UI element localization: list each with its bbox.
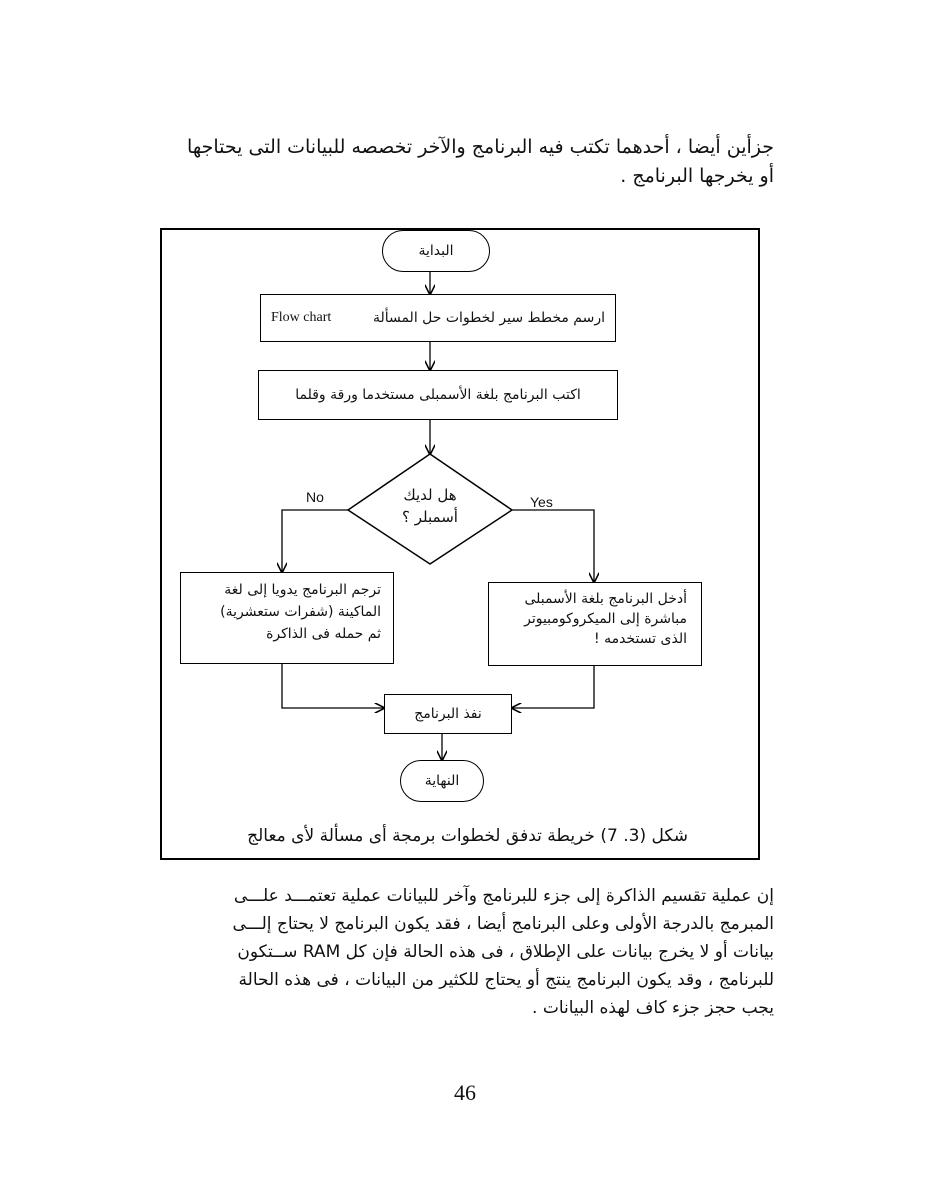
no-branch-box bbox=[180, 572, 394, 664]
decision-line: أسمبلر ؟ bbox=[402, 508, 458, 526]
execute-program-box: نفذ البرنامج bbox=[384, 694, 512, 734]
no-label: No bbox=[306, 489, 324, 505]
body-line: يجب حجز جزء كاف لهذه البيانات . bbox=[532, 998, 774, 1018]
page-number: 46 bbox=[454, 1080, 476, 1105]
intro-paragraph bbox=[160, 133, 774, 191]
step-draw-flowchart bbox=[260, 294, 616, 342]
yes-branch-line: مباشرة إلى الميكروكومبيوتر bbox=[524, 611, 687, 627]
flowchart-frame bbox=[160, 228, 760, 860]
decision-text bbox=[380, 484, 480, 528]
no-branch-line: الماكينة (شفرات ستعشرية) bbox=[220, 604, 381, 620]
decision-line: هل لديك bbox=[403, 486, 457, 504]
step-draw-flowchart-latin: Flow chart bbox=[271, 310, 332, 325]
body-paragraph bbox=[160, 882, 774, 1022]
yes-branch-line: أدخل البرنامج بلغة الأسمبلى bbox=[524, 591, 687, 607]
step-draw-flowchart-text: ارسم مخطط سير لخطوات حل المسألة bbox=[372, 310, 605, 326]
figure-caption: شكل (3. 7) خريطة تدفق لخطوات برمجة أى مسألة لأى معالج bbox=[247, 826, 688, 846]
intro-line: جزأين أيضا ، أحدهما تكتب فيه البرنامج والآخر تخصصه للبيانات التى يحتاجها bbox=[187, 136, 774, 158]
body-line: بيانات أو لا يخرج بيانات على الإطلاق ، فى هذه الحالة فإن كل RAM ســتكون bbox=[237, 942, 774, 962]
step-write-program: اكتب البرنامج بلغة الأسمبلى مستخدما ورقة وقلما bbox=[258, 370, 618, 420]
no-branch-line: ثم حمله فى الذاكرة bbox=[266, 626, 381, 642]
yes-branch-box bbox=[488, 582, 702, 666]
body-line: المبرمج بالدرجة الأولى وعلى البرنامج أيضا ، فقد يكون البرنامج لا يحتاج إلـــى bbox=[232, 914, 774, 934]
body-line: للبرنامج ، وقد يكون البرنامج ينتج أو يحتاج للكثير من البيانات ، فى هذه الحالة bbox=[238, 970, 774, 990]
yes-label: Yes bbox=[530, 494, 553, 510]
yes-branch-line: الذى تستخدمه ! bbox=[594, 631, 687, 647]
start-terminal: البداية bbox=[382, 230, 490, 272]
intro-line: أو يخرجها البرنامج . bbox=[620, 165, 774, 187]
body-line: إن عملية تقسيم الذاكرة إلى جزء للبرنامج وآخر للبيانات عملية تعتمـــد علـــى bbox=[233, 886, 774, 906]
end-terminal: النهاية bbox=[400, 760, 484, 802]
no-branch-line: ترجم البرنامج يدويا إلى لغة bbox=[224, 582, 381, 598]
